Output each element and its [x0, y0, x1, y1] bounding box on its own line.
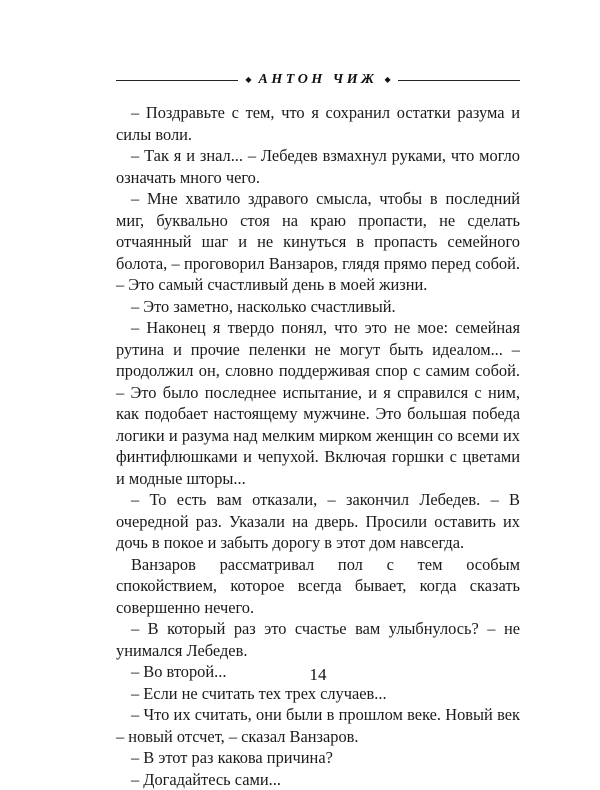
left-rule [116, 80, 238, 81]
diamond-icon: ◆ [385, 76, 391, 84]
running-head [116, 70, 520, 90]
paragraph: – В этот раз какова причина? [116, 747, 520, 769]
right-rule [398, 80, 520, 81]
paragraph: – Во второй... [116, 661, 520, 683]
paragraph: – Так я и знал... – Лебедев взмахнул руками, что могло означать много чего. [116, 145, 520, 188]
paragraph: – Наконец я твердо понял, что это не мое: семейная рутина и прочие пеленки не могут быть идеалом... – продолжил он, словно поддерживая спор с самим собой. – Это было последнее испытание, и я справился с ним, как подобает настоящему мужчине. Это большая победа логики и разума над мелким мирком женщин со всеми их финтифлюшками и чепухой. Включая горшки с цветами и модные шторы... [116, 317, 520, 489]
paragraph: – Догадайтесь сами... [116, 769, 520, 790]
paragraph: – Это заметно, насколько счастливый. [116, 296, 520, 318]
paragraph: – Если не считать тех трех случаев... [116, 683, 520, 705]
paragraph: – В который раз это счастье вам улыбнулось? – не унимался Лебедев. [116, 618, 520, 661]
paragraph: – То есть вам отказали, – закончил Лебедев. – В очередной раз. Указали на дверь. Просили оставить их дочь в покое и забыть дорогу в этот дом навсегда. [116, 489, 520, 554]
diamond-icon: ◆ [245, 76, 251, 84]
paragraph: Ванзаров рассматривал пол с тем особым спокойствием, которое всегда бывает, когда сказать совершенно нечего. [116, 554, 520, 619]
paragraph: – Поздравьте с тем, что я сохранил остатки разума и силы воли. [116, 102, 520, 145]
paragraph: – Мне хватило здравого смысла, чтобы в последний миг, буквально стоя на краю пропасти, не сделать отчаянный шаг и не кинуться в пропасть семейного болота, – проговорил Ванзаров, глядя прямо перед собой. – Это самый счастливый день в моей жизни. [116, 188, 520, 296]
author-name: АНТОН ЧИЖ [259, 72, 378, 88]
paragraph: – Что их считать, они были в прошлом веке. Новый век – новый отсчет, – сказал Ванзаров. [116, 704, 520, 747]
body-text [116, 102, 520, 790]
page-number: 14 [0, 665, 600, 685]
